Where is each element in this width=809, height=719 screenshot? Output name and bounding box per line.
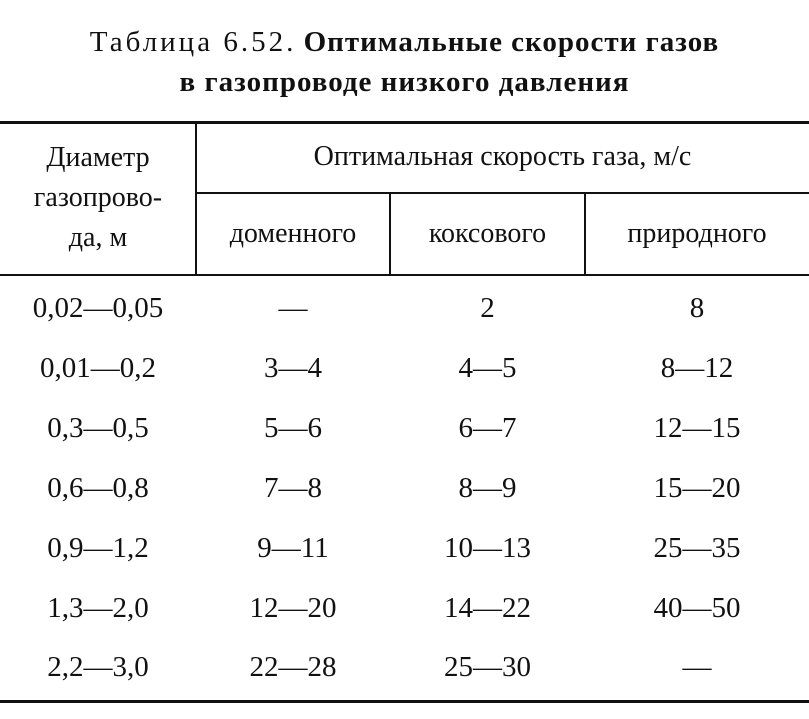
cell-diameter: 0,01—0,2 <box>40 352 156 384</box>
cell-blast-furnace: 12—20 <box>249 592 337 624</box>
header-diameter-line-3: да, м <box>68 222 128 253</box>
cell-blast-furnace: 7—8 <box>264 472 322 504</box>
cell-diameter: 0,9—1,2 <box>47 532 149 564</box>
cell-blast-furnace: — <box>278 292 308 324</box>
speed-group-underline <box>196 192 809 194</box>
cell-diameter: 0,6—0,8 <box>47 472 149 504</box>
table-title-part-1: Оптимальные скорости газов <box>303 26 720 58</box>
cell-diameter: 1,3—2,0 <box>47 592 149 624</box>
cell-coke: 10—13 <box>444 532 531 564</box>
table-title-part-2: в газопроводе низкого давления <box>179 66 630 98</box>
cell-coke: 14—22 <box>444 592 531 624</box>
header-col-coke: коксового <box>428 218 547 249</box>
cell-diameter: 2,2—3,0 <box>47 651 149 683</box>
header-diameter-line-1: Диаметр <box>46 142 150 173</box>
cell-natural: — <box>682 651 712 683</box>
cell-natural: 12—15 <box>653 412 741 444</box>
table-caption <box>0 22 809 102</box>
header-diameter-line-2: газопрово- <box>33 182 163 213</box>
table-number: Таблица 6.52. <box>89 26 297 58</box>
cell-diameter: 0,02—0,05 <box>32 292 164 324</box>
cell-blast-furnace: 22—28 <box>249 651 337 683</box>
cell-coke: 8—9 <box>458 472 517 504</box>
cell-diameter: 0,3—0,5 <box>47 412 149 444</box>
cell-coke: 6—7 <box>458 412 517 444</box>
header-col-blast-furnace: доменного <box>229 218 357 249</box>
caption-line-1 <box>0 22 809 62</box>
cell-blast-furnace: 9—11 <box>257 532 329 564</box>
cell-natural: 8 <box>689 292 705 324</box>
header-speed-group: Оптимальная скорость газа, м/с <box>313 141 692 172</box>
cell-natural: 40—50 <box>653 592 741 624</box>
cell-blast-furnace: 3—4 <box>264 352 322 384</box>
header-bottom-rule <box>0 274 809 276</box>
header-col-natural: природного <box>627 218 767 249</box>
cell-coke: 25—30 <box>444 651 531 683</box>
cell-coke: 4—5 <box>458 352 517 384</box>
cell-natural: 15—20 <box>653 472 741 504</box>
cell-natural: 8—12 <box>660 352 734 384</box>
cell-natural: 25—35 <box>653 532 741 564</box>
table-top-rule <box>0 121 809 124</box>
cell-blast-furnace: 5—6 <box>264 412 322 444</box>
cell-coke: 2 <box>480 292 495 324</box>
table-bottom-rule <box>0 700 809 703</box>
